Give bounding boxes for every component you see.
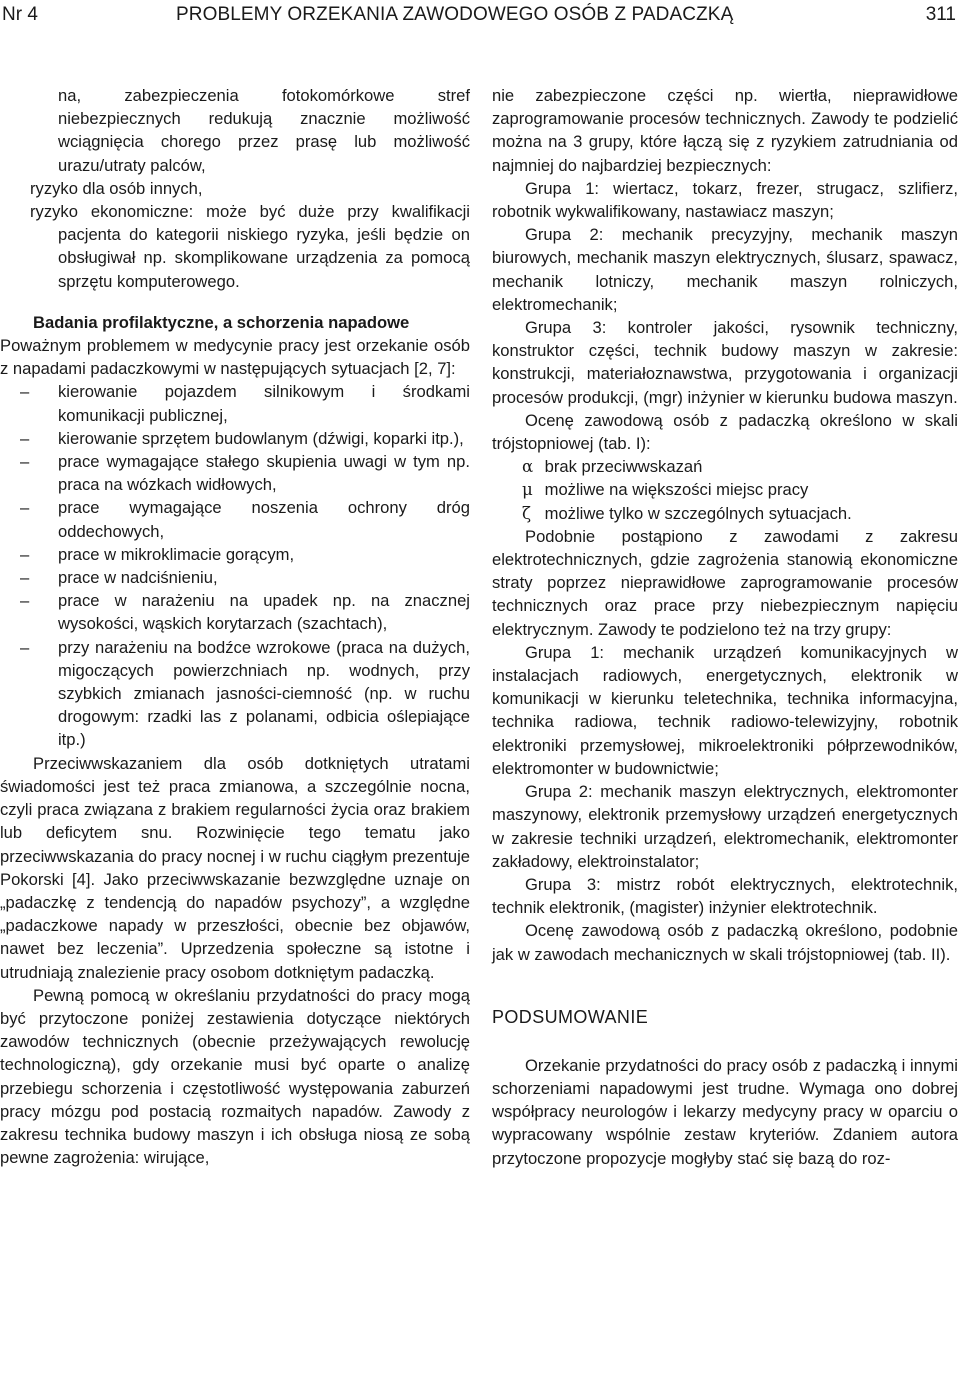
list-item: – prace w mikroklimacie gorącym, <box>0 543 470 566</box>
left-column <box>0 84 470 1169</box>
list-item: – kierowanie sprzętem budowlanym (dźwigi, koparki itp.), <box>0 427 470 450</box>
right-column <box>492 84 958 1170</box>
running-title: PROBLEMY ORZEKANIA ZAWODOWEGO OSÓB Z PADACZKĄ <box>176 4 734 25</box>
page-number: 311 <box>925 4 956 25</box>
group-item: Grupa 1: mechanik urządzeń komunikacyjnych w instalacjach radiowych, energetycznych, elektronik w komunikacji w kierunku teletechnika, technika informacyjna, technika radiowa, technik radiowo-telewizyjny, robotnik elektroniki przemysłowej, mikroelektroniki półprzewodników, elektromonter w budownictwie; <box>492 642 958 778</box>
paragraph: Poważnym problemem w medycynie pracy jest orzekanie osób z napadami padaczkowymi w następujących sytuacjach [2, 7]: <box>0 336 470 379</box>
paragraph: Ocenę zawodową osób z padaczką określono, podobnie jak w zawodach mechanicznych w skali trójstopniowej (tab. II). <box>492 921 958 964</box>
list-item: – prace w narażeniu na upadek np. na znacznej wysokości, wąskich korytarzach (szachtach), <box>20 591 470 634</box>
dash-marker: – <box>20 637 30 657</box>
dash-marker: – <box>20 382 30 402</box>
section-heading: Badania profilaktyczne, a schorzenia napadowe <box>33 312 410 332</box>
list-item: – przy narażeniu na bodźce wzrokowe (praca na dużych, migoczących powierzchniach np. wodnych, przy szybkich zmianach jasności-ciemność (np. w ruchu drogowym: rzadki las z polanami, odbicia oślepiające itp.) <box>20 637 470 750</box>
dash-marker: – <box>20 591 30 611</box>
group-item: Grupa 3: mistrz robót elektrycznych, elektrotechnik, technik elektronik, (magister) inżynier elektrotechnik. <box>492 874 958 918</box>
list-item: – prace wymagające stałego skupienia uwagi w tym np. praca na wózkach widłowych, <box>20 452 470 495</box>
group-item: Grupa 2: mechanik maszyn elektrycznych, elektromonter maszynowy, elektronik przemysłowy urządzeń energetycznych w zakresie techniki urządzeń, elektromechanik, elektromonter zakładowy, elektroinstalator; <box>492 782 958 871</box>
dash-marker: – <box>20 452 30 472</box>
dash-marker: – <box>20 498 30 518</box>
paragraph: Ocenę zawodową osób z padaczką określono w skali trójstopniowej (tab. I): <box>492 410 958 454</box>
section-title: PODSUMOWANIE <box>492 1006 649 1027</box>
group-item: Grupa 3: kontroler jakości, rysownik techniczny, konstruktor części, technik budowy maszyn w zakresie: konstrukcji, materiałoznawstwa, przygotowania i organizacji procesów produkcji, (mgr) inżynier w kierunku budowa maszyn. <box>492 318 958 407</box>
intro-line-1: na, zabezpieczenia fotokomórkowe stref niebezpiecznych redukują znacznie możliwość wciągnięcia chorego przez prasę lub możliwość urazu/utraty palców, <box>58 86 470 175</box>
intro-line-3: ryzyko ekonomiczne: może być duże przy kwalifikacji pacjenta do kategorii niskiego ryzyka, jeśli będzie on obsługiwał np. skomplikowane urządzenia za pomocą sprzętu komputerowego. <box>30 202 470 291</box>
scale-item: ζ możliwe tylko w szczególnych sytuacjach. <box>492 502 958 525</box>
list-item: – prace w nadciśnieniu, <box>0 566 470 589</box>
rating-scale <box>492 455 958 525</box>
mu-symbol: μ <box>522 480 533 500</box>
group-item: Grupa 1: wiertacz, tokarz, frezer, strugacz, szlifierz, robotnik wykwalifikowany, nastawiacz maszyn; <box>492 178 958 222</box>
spacer <box>492 1030 958 1054</box>
paragraph: Pewną pomocą w określaniu przydatności do pracy mogą być przytoczone poniżej zestawienia dotyczące niektórych zawodów technicznych (obecnie przeżywających rewolucję technologiczną), gdy orzekanie musi być oparte o analizę przebiegu schorzenia i częstotliwość występowania zaburzeń pracy mózgu pod postacią rozmaitych napadów. Zawody z zakresu technika budowy maszyn i ich obsługa niosą ze sobą pewne zagrożenia: wirujące, <box>0 985 470 1168</box>
summary-paragraph: Orzekanie przydatności do pracy osób z padaczką i innymi schorzeniami napadowymi jest trudne. Wymaga ono dobrej współpracy neurologów i lekarzy medycyny pracy w oparciu o wypracowany wspólnie zestaw kryteriów. Zdaniem autora przytoczone propozycje mogłyby stać się bazą do roz- <box>492 1055 958 1168</box>
group-item: Grupa 2: mechanik precyzyjny, mechanik maszyn biurowych, mechanik maszyn elektrycznych, ślusarz, spawacz, mechanik lotniczy, mechanik maszyn rolniczych, elektromechanik; <box>492 225 958 314</box>
running-header <box>0 0 960 34</box>
issue-number: Nr 4 <box>2 4 38 25</box>
intro-line-2: ryzyko dla osób innych, <box>30 178 203 198</box>
hazard-list <box>0 380 470 751</box>
scale-item: α brak przeciwwskazań <box>492 455 958 478</box>
paragraph: Przeciwwskazaniem dla osób dotkniętych utratami świadomości jest też praca zmianowa, a szczególnie nocna, czyli praca związana z brakiem regularności życia oraz brakiem lub deficytem snu. Rozwinięcie tego tematu jako przeciwwskazania do pracy nocnej i w ruchu ciągłym prezentuje Pokorski [4]. Jako przeciwwskazanie bezwzględne uznaje on „padaczkę z tendencją do napadów psychozy”, a względne „padaczkowe napady w przeszłości, obecnie bez objawów, nawet bez leczenia”. Uprzedzenia społeczne są istotne i utrudniają znalezienie pracy osobom dotkniętym padaczką. <box>0 753 470 982</box>
list-item: – kierowanie pojazdem silnikowym i środkami komunikacji publicznej, <box>20 382 470 425</box>
dash-marker: – <box>20 428 30 448</box>
alpha-symbol: α <box>522 457 534 477</box>
dash-marker: – <box>20 568 30 588</box>
paragraph: nie zabezpieczone części np. wiertła, nieprawidłowe zaprogramowanie procesów technicznych. Zawody te podzielić można na 3 grupy, które łączą się z ryzykiem zatrudniania od najmniej do najbardziej bezpiecznych: <box>492 86 958 175</box>
scale-item: μ możliwe na większości miejsc pracy <box>492 478 958 501</box>
zeta-symbol: ζ <box>522 503 531 523</box>
dash-marker: – <box>20 544 30 564</box>
paragraph: Podobnie postąpiono z zawodami z zakresu elektrotechnicznych, gdzie zagrożenia stanowią ekonomiczne straty poprzez nieprawidłowe zaprogramowanie procesów technicznych oraz prace przy niebezpiecznym napięciu elektrycznym. Zawody te podzielono też na trzy grupy: <box>492 526 958 639</box>
list-item: – prace wymagające noszenia ochrony dróg oddechowych, <box>20 498 470 541</box>
